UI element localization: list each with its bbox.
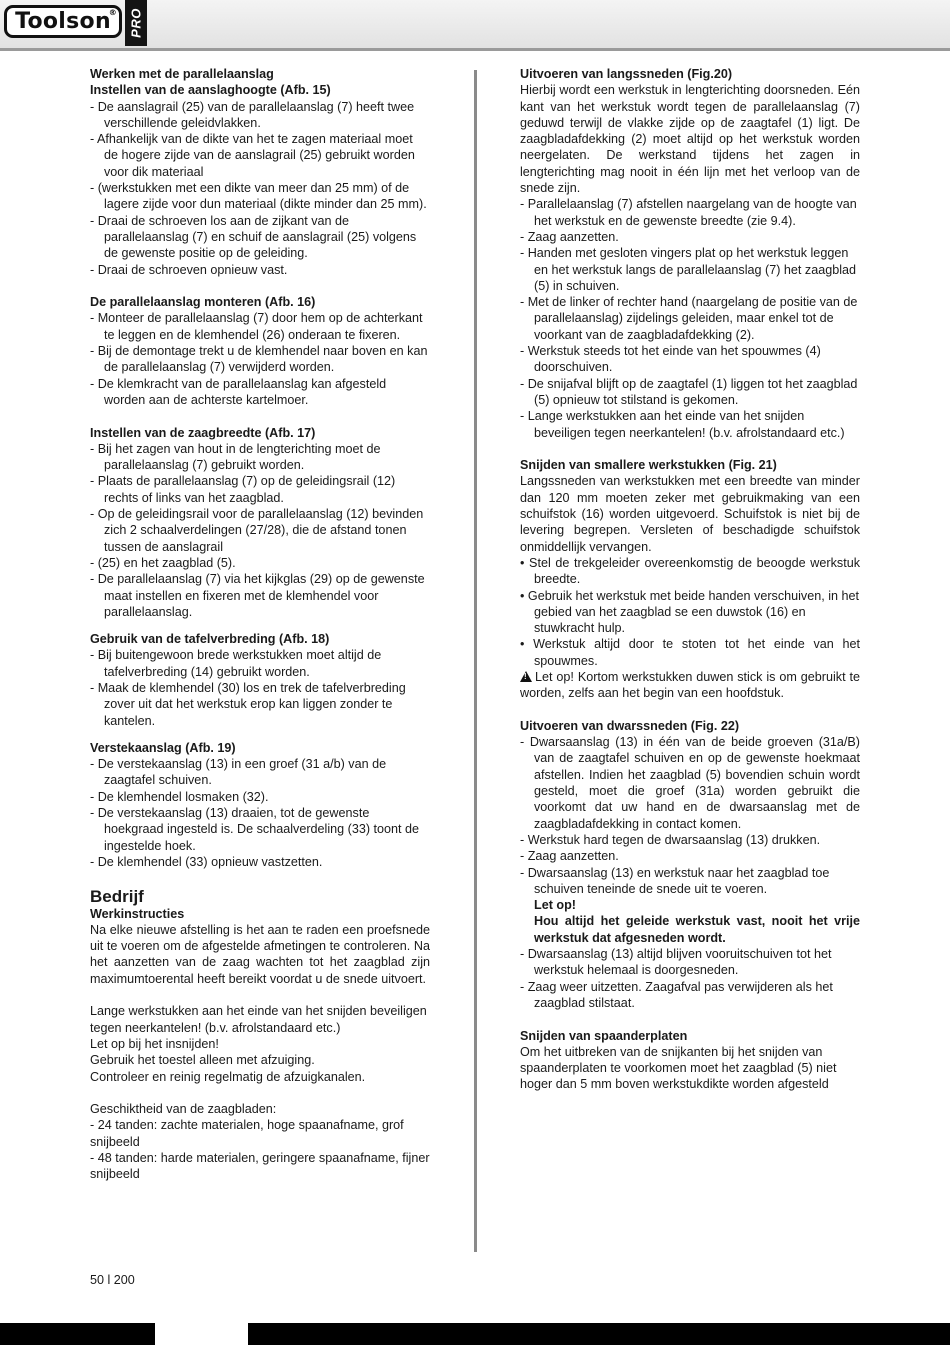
section-title: Werken met de parallelaanslag xyxy=(90,67,274,81)
section-title: Snijden van smallere werkstukken (Fig. 21) xyxy=(520,458,777,473)
section-title: Uitvoeren van langssneden (Fig.20) xyxy=(520,67,733,81)
list-item: - De parallelaanslag (7) via het kijkglas (29) op de gewenste maat instellen en fixeren met de klemhendel voor parallelaanslag. xyxy=(90,572,425,619)
section-fence-mounting xyxy=(90,294,430,408)
list-item: - Parallelaanslag (7) afstellen naargelang van de hoogte van het werkstuk en de gewenste breedte (zie 9.4). xyxy=(520,197,857,228)
paragraph: Na elke nieuwe afstelling is het aan te raden een proefsnede uit te voeren om de afgestelde afmetingen te controleren. Na het aanzetten van de zaag wachten tot het zaagblad zijn maximumtoerental heeft bereikt voordat u de snede uitvoert. xyxy=(90,922,430,986)
paragraph: Langssneden van werkstukken met een breedte van minder dan 120 mm moeten zeker met gebruikmaking van een schuifstok (16) worden uitgevoerd. Schuifstok is niet bij de levering begrepen. Versleten of beschadigde schuifstok onmiddellijk vervangen. xyxy=(520,474,860,554)
left-column xyxy=(90,66,430,1183)
logo-text: Toolson xyxy=(15,9,111,34)
paragraph-line: Gebruik het toestel alleen met afzuiging. xyxy=(90,1053,315,1068)
list-item: • Werkstuk altijd door te stoten tot het einde van het spouwmes. xyxy=(520,637,860,668)
page-header xyxy=(0,0,950,51)
list-item: - Maak de klemhendel (30) los en trek de tafelverbreding zover uit dat het werkstuk erop kan liggen zonder te kantelen. xyxy=(90,680,406,728)
list-item: • Stel de trekgeleider overeenkomstig de beoogde werkstuk breedte. xyxy=(520,555,860,587)
section-title: Gebruik van de tafelverbreding (Afb. 18) xyxy=(90,632,330,647)
section-title: Verstekaanslag (Afb. 19) xyxy=(90,740,236,755)
section-narrow-workpieces xyxy=(520,457,860,701)
note-title: Let op! xyxy=(534,898,576,913)
list-item: - 24 tanden: zachte materialen, hoge spaanafname, grof snijbeeld xyxy=(90,1118,404,1149)
list-item: - (werkstukken met een dikte van meer dan 25 mm) of de lagere zijde voor dun materiaal (dikte minder dan 25 mm). xyxy=(90,181,427,212)
section-title: Snijden van spaanderplaten xyxy=(520,1028,688,1043)
list-item: - Monteer de parallelaanslag (7) door hem op de achterkant te leggen en de klemhendel (26) onderaan te fixeren. xyxy=(90,311,423,342)
right-column xyxy=(520,66,860,1093)
list-item: - Dwarsaanslag (13) in één van de beide groeven (31a/B) van de zaagtafel schuiven en op de gewenste hoekmaat afstellen. Indien het zaagblad (5) bovendien schuin wordt gesteld, moet die groef (31a) worden gebruikt die voorkomt dat uw hand en de dwarsaanslag met de zaagbladafdekking in contact komen. xyxy=(520,735,860,831)
paragraph-line: Let op bij het insnijden! xyxy=(90,1036,219,1051)
section-operation xyxy=(90,887,430,1183)
list-item: - (25) en het zaagblad (5). xyxy=(90,555,236,570)
column-divider xyxy=(474,70,477,1252)
list-item: - Bij het zagen van hout in de lengterichting moet de parallelaanslag (7) gebruikt worden. xyxy=(90,441,381,473)
section-title: De parallelaanslag monteren (Afb. 16) xyxy=(90,295,316,310)
list-item: - De klemhendel (33) opnieuw vastzetten. xyxy=(90,854,323,869)
chapter-title: Bedrijf xyxy=(90,886,144,906)
section-parallel-fence xyxy=(90,66,430,278)
section-rip-cuts xyxy=(520,66,860,441)
list-item: - Met de linker of rechter hand (naargelang de positie van de parallelaanslag) zijdelings geleiden, maar enkel tot de voorkant van de zaagbladafdekking (2). xyxy=(520,295,858,342)
list-item: - Op de geleidingsrail voor de parallelaanslag (12) bevinden zich 2 schaalverdelingen (27/28), die de afstand tonen tussen de aanslagrail xyxy=(90,507,424,554)
note-body: Hou altijd het geleide werkstuk vast, nooit het vrije werkstuk dat afgesneden wordt. xyxy=(534,914,860,945)
list-item: - Draai de schroeven los aan de zijkant van de parallelaanslag (7) en schuif de aanslagrail (25) volgens de gewenste positie op de geleiding. xyxy=(90,213,417,261)
page-number: 50 l 200 xyxy=(90,1273,135,1287)
warning-icon xyxy=(520,671,532,682)
list-item: - Draai de schroeven opnieuw vast. xyxy=(90,262,288,277)
list-item: - De verstekaanslag (13) in een groef (31 a/b) van de zaagtafel schuiven. xyxy=(90,757,387,788)
list-item: - Lange werkstukken aan het einde van het snijden beveiligen tegen neerkantelen! (b.v. afrolstandaard etc.) xyxy=(520,409,845,440)
list-item: - Afhankelijk van de dikte van het te zagen materiaal moet de hogere zijde van de aanslagrail (25) gebruikt worden voor dik materiaal xyxy=(90,132,415,179)
list-item: - Zaag aanzetten. xyxy=(520,849,619,864)
list-item: - 48 tanden: harde materialen, geringere spaanafname, fijner snijbeeld xyxy=(90,1151,430,1182)
section-title: Uitvoeren van dwarssneden (Fig. 22) xyxy=(520,718,740,733)
section-table-extension xyxy=(90,631,430,729)
list-item: - Handen met gesloten vingers plat op het werkstuk leggen en het werkstuk langs de parallelaanslag (7) het zaagblad (5) in schuiven. xyxy=(520,246,857,293)
list-item: - Bij buitengewoon brede werkstukken moet altijd de tafelverbreding (14) gebruikt worden. xyxy=(90,648,382,679)
toolson-logo xyxy=(4,5,122,38)
footer-bar xyxy=(0,1323,950,1345)
list-item: - De snijafval blijft op de zaagtafel (1) liggen tot het zaagblad (5) opnieuw tot stilstand is gekomen. xyxy=(520,376,858,407)
section-chipboard xyxy=(520,1028,860,1093)
list-item: - Zaag aanzetten. xyxy=(520,229,619,244)
list-item: - Plaats de parallelaanslag (7) op de geleidingsrail (12) rechts of links van het zaagblad. xyxy=(90,474,396,505)
section-cross-cuts xyxy=(520,718,860,1011)
section-cut-width xyxy=(90,425,430,621)
blade-suitability-title: Geschiktheid van de zaagbladen: xyxy=(90,1102,277,1117)
section-subtitle: Werkinstructies xyxy=(90,906,185,921)
paragraph: Hierbij wordt een werkstuk in lengterichting doorsneden. Eén kant van het werkstuk wordt tegen de parallelaanslag (7) geduwd terwijl de vlakke zijde op de zaagtafel (1) ligt. De zaagbladafdekking (2) moet altijd op het werkstuk worden neergelaten. De werkstand tijdens het zagen in lengterichting mag nooit in één lijn met het verloop van de snede zijn. xyxy=(520,83,860,196)
list-item: - Dwarsaanslag (13) altijd blijven vooruitschuiven tot het werkstuk helemaal is doorgesneden. xyxy=(520,947,832,978)
section-title: Instellen van de zaagbreedte (Afb. 17) xyxy=(90,425,316,440)
list-item: - Bij de demontage trekt u de klemhendel naar boven en kan de parallelaanslag (7) verwijderd worden. xyxy=(90,344,428,375)
footer-gap xyxy=(155,1323,248,1345)
registered-mark: ® xyxy=(108,8,117,17)
list-item: - Werkstuk hard tegen de dwarsaanslag (13) drukken. xyxy=(520,832,821,847)
paragraph-line: Controleer en reinig regelmatig de afzuigkanalen. xyxy=(90,1069,366,1084)
section-subtitle: Instellen van de aanslaghoogte (Afb. 15) xyxy=(90,83,331,98)
warning-note: !Let op! Kortom werkstukken duwen stick is om gebruikt te worden, zelfs aan het begin van een hoofdstuk. xyxy=(520,669,860,702)
paragraph-line: Lange werkstukken aan het einde van het snijden beveiligen tegen neerkantelen! (b.v. afrolstandaard etc.) xyxy=(90,1004,427,1035)
list-item: - De aanslagrail (25) van de parallelaanslag (7) heeft twee verschillende geleidvlakken. xyxy=(90,99,415,130)
pro-label: PRO xyxy=(128,8,144,38)
section-mitre-gauge xyxy=(90,740,430,870)
list-item: • Gebruik het werkstuk met beide handen verschuiven, in het gebied van het zaagblad se een duwstok (16) en stuwkracht hulp. xyxy=(520,588,860,636)
list-item: - Dwarsaanslag (13) en werkstuk naar het zaagblad toe schuiven teneinde de snede uit te voeren. xyxy=(520,865,830,896)
list-item: - Werkstuk steeds tot het einde van het spouwmes (4) doorschuiven. xyxy=(520,344,821,375)
list-item: - Zaag weer uitzetten. Zaagafval pas verwijderen als het zaagblad stilstaat. xyxy=(520,979,833,1010)
paragraph: Om het uitbreken van de snijkanten bij het snijden van spaanderplaten te voorkomen moet het zaagblad (5) niet hoger dan 5 mm boven werkstukdikte worden afgesteld xyxy=(520,1044,837,1092)
list-item: - De klemhendel losmaken (32). xyxy=(90,789,269,804)
list-item: - De klemkracht van de parallelaanslag kan afgesteld worden aan de achterste kartelmoer. xyxy=(90,376,387,407)
list-item: - De verstekaanslag (13) draaien, tot de gewenste hoekgraad ingesteld is. De schaalverdeling (33) toont de ingestelde hoek. xyxy=(90,806,420,853)
